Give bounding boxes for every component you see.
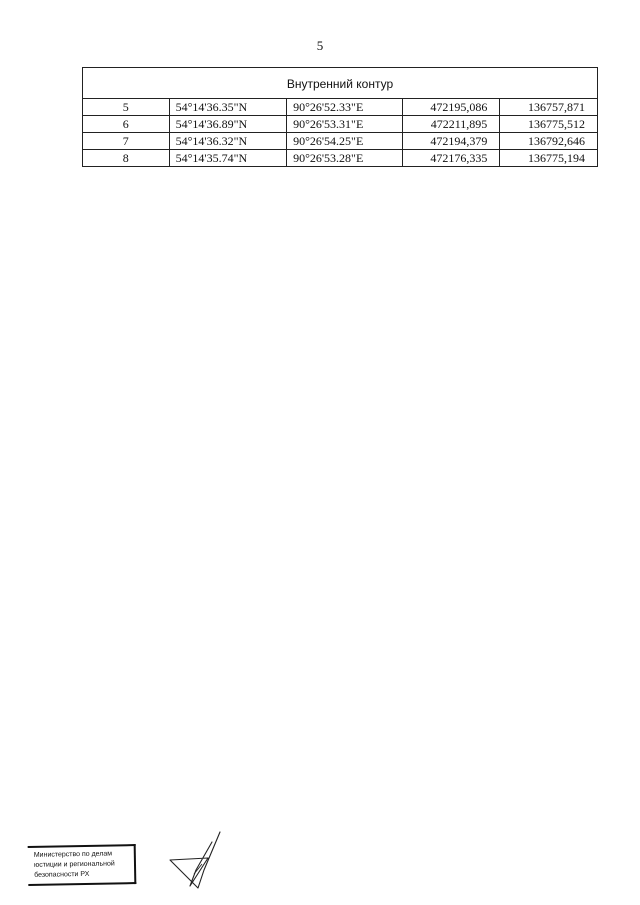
latitude-cell: 54°14'36.35"N <box>169 99 286 116</box>
table-header-row <box>83 68 598 99</box>
stamp-line: безопасности РХ <box>34 870 90 879</box>
ministry-stamp <box>28 844 137 886</box>
page-number: 5 <box>316 38 324 53</box>
x-coordinate-cell: 472176,335 <box>402 150 500 167</box>
y-coordinate-cell: 136792,646 <box>500 133 598 150</box>
stamp-line: юстиции и региональной <box>33 860 115 869</box>
table-header-cell: Внутренний контур <box>83 68 598 99</box>
table-row <box>83 99 598 116</box>
table-row <box>83 133 598 150</box>
x-coordinate-cell: 472194,379 <box>402 133 500 150</box>
point-number: 8 <box>83 150 170 167</box>
x-coordinate-cell: 472195,086 <box>402 99 500 116</box>
table-row <box>83 150 598 167</box>
point-number: 5 <box>83 99 170 116</box>
table-row <box>83 116 598 133</box>
latitude-cell: 54°14'35.74"N <box>169 150 286 167</box>
x-coordinate-cell: 472211,895 <box>402 116 500 133</box>
stamp-line: Министерство по делам <box>33 850 113 859</box>
latitude-cell: 54°14'36.32"N <box>169 133 286 150</box>
y-coordinate-cell: 136775,194 <box>500 150 598 167</box>
longitude-cell: 90°26'53.28"E <box>287 150 403 167</box>
coordinates-table <box>82 67 598 167</box>
latitude-cell: 54°14'36.89"N <box>169 116 286 133</box>
longitude-cell: 90°26'53.31"E <box>287 116 403 133</box>
longitude-cell: 90°26'54.25"E <box>287 133 403 150</box>
point-number: 7 <box>83 133 170 150</box>
y-coordinate-cell: 136775,512 <box>500 116 598 133</box>
signature-icon <box>164 830 234 892</box>
longitude-cell: 90°26'52.33"E <box>287 99 403 116</box>
point-number: 6 <box>83 116 170 133</box>
y-coordinate-cell: 136757,871 <box>500 99 598 116</box>
